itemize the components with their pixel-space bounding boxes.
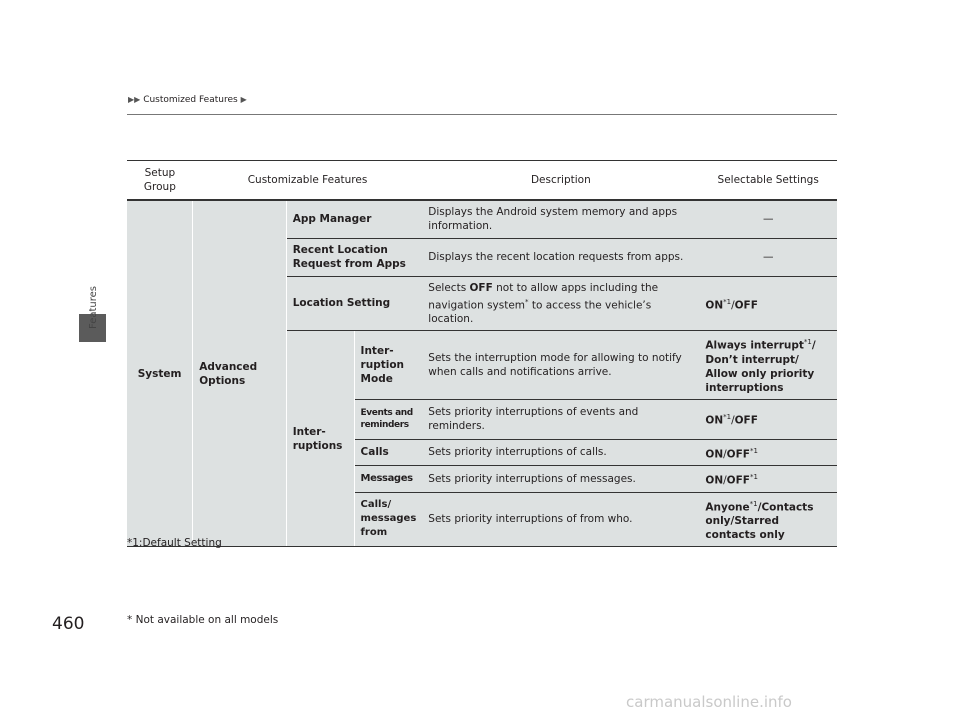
setting-cell (699, 399, 837, 439)
description-cell (422, 276, 699, 331)
arrow-icon: ▶ (240, 95, 247, 104)
page-number: 460 (52, 614, 85, 634)
setting-rest: /Contacts only/Starred contacts only (705, 501, 814, 541)
feature-messages: Messages (354, 466, 422, 493)
setting-cell (699, 466, 837, 493)
setting-on: ON (705, 474, 724, 487)
side-label: Features (88, 286, 99, 329)
subgroup-advanced-options: Advanced Options (193, 200, 286, 547)
feature-events-reminders: Events and reminders (354, 399, 422, 439)
setting-off: OFF (726, 448, 750, 460)
watermark: carmanualsonline.info (626, 693, 792, 711)
breadcrumb-section[interactable]: Customized Features (143, 95, 238, 105)
setting-on: ON (705, 448, 724, 460)
default-marker: *1 (749, 446, 758, 455)
desc-bold: OFF (469, 281, 493, 294)
group-interruptions: Inter-ruptions (286, 331, 354, 547)
feature-recent-location: Recent Location Request from Apps (286, 238, 422, 276)
desc-text: to access the vehicle’s location. (428, 299, 652, 325)
double-arrow-icon: ▶▶ (128, 95, 141, 104)
setting-sep: / (723, 474, 727, 487)
default-setting-note: *1:Default Setting (127, 537, 222, 549)
header-description: Description (530, 174, 591, 186)
setting-sep: / (731, 414, 735, 427)
setting-off: OFF (734, 414, 758, 427)
feature-location-setting: Location Setting (286, 276, 422, 331)
setting-rest: / Don’t interrupt/ Allow only priority interruptions (705, 339, 816, 394)
description-cell: Displays the Android system memory and apps information. (422, 200, 699, 238)
table-row (127, 200, 837, 238)
setting-cell (699, 331, 837, 400)
feature-calls-messages-from: Calls/ messages from (354, 492, 422, 547)
footnote: * Not available on all models (127, 614, 279, 626)
default-marker: *1 (749, 473, 758, 481)
default-marker: *1 (803, 338, 812, 346)
header-selectable-settings: Selectable Settings (717, 174, 819, 186)
description-cell: Sets priority interruptions of messages. (422, 466, 699, 493)
description-cell: Sets priority interruptions of calls. (422, 439, 699, 466)
header-setup-group: Setup Group (143, 167, 176, 193)
description-cell: Sets priority interruptions of from who. (422, 492, 699, 547)
description-cell: Displays the recent location requests from apps. (422, 238, 699, 276)
setting-sep: / (723, 448, 727, 460)
setting-cell (699, 439, 837, 466)
setting-cell: — (699, 200, 837, 238)
setting-anyone: Anyone (705, 501, 750, 513)
footnote-marker: * (525, 297, 529, 306)
setting-off: OFF (734, 299, 758, 311)
breadcrumb (128, 95, 247, 105)
setting-always-interrupt: Always interrupt (705, 339, 804, 352)
feature-interruption-mode: Inter-ruption Mode (354, 331, 422, 400)
header-customizable-features: Customizable Features (247, 174, 368, 186)
setting-cell (699, 492, 837, 547)
setting-cell: — (699, 238, 837, 276)
feature-app-manager: App Manager (286, 200, 422, 238)
description-cell: Sets priority interruptions of events and reminders. (422, 399, 699, 439)
table-header-row (127, 161, 837, 201)
setting-on: ON (705, 299, 724, 311)
default-marker: *1 (749, 499, 758, 508)
feature-calls: Calls (354, 439, 422, 466)
setting-sep: / (731, 299, 735, 311)
desc-text: Selects (428, 281, 470, 294)
setting-cell (699, 276, 837, 331)
default-marker: *1 (723, 297, 732, 306)
group-system: System (127, 200, 193, 547)
settings-table (127, 160, 837, 547)
setting-off: OFF (726, 474, 750, 487)
description-cell: Sets the interruption mode for allowing to notify when calls and notifications arrive. (422, 331, 699, 400)
default-marker: *1 (723, 413, 732, 422)
desc-text: not to allow apps including the navigation system (428, 281, 659, 311)
header-rule (127, 114, 837, 115)
setting-on: ON (705, 414, 724, 427)
